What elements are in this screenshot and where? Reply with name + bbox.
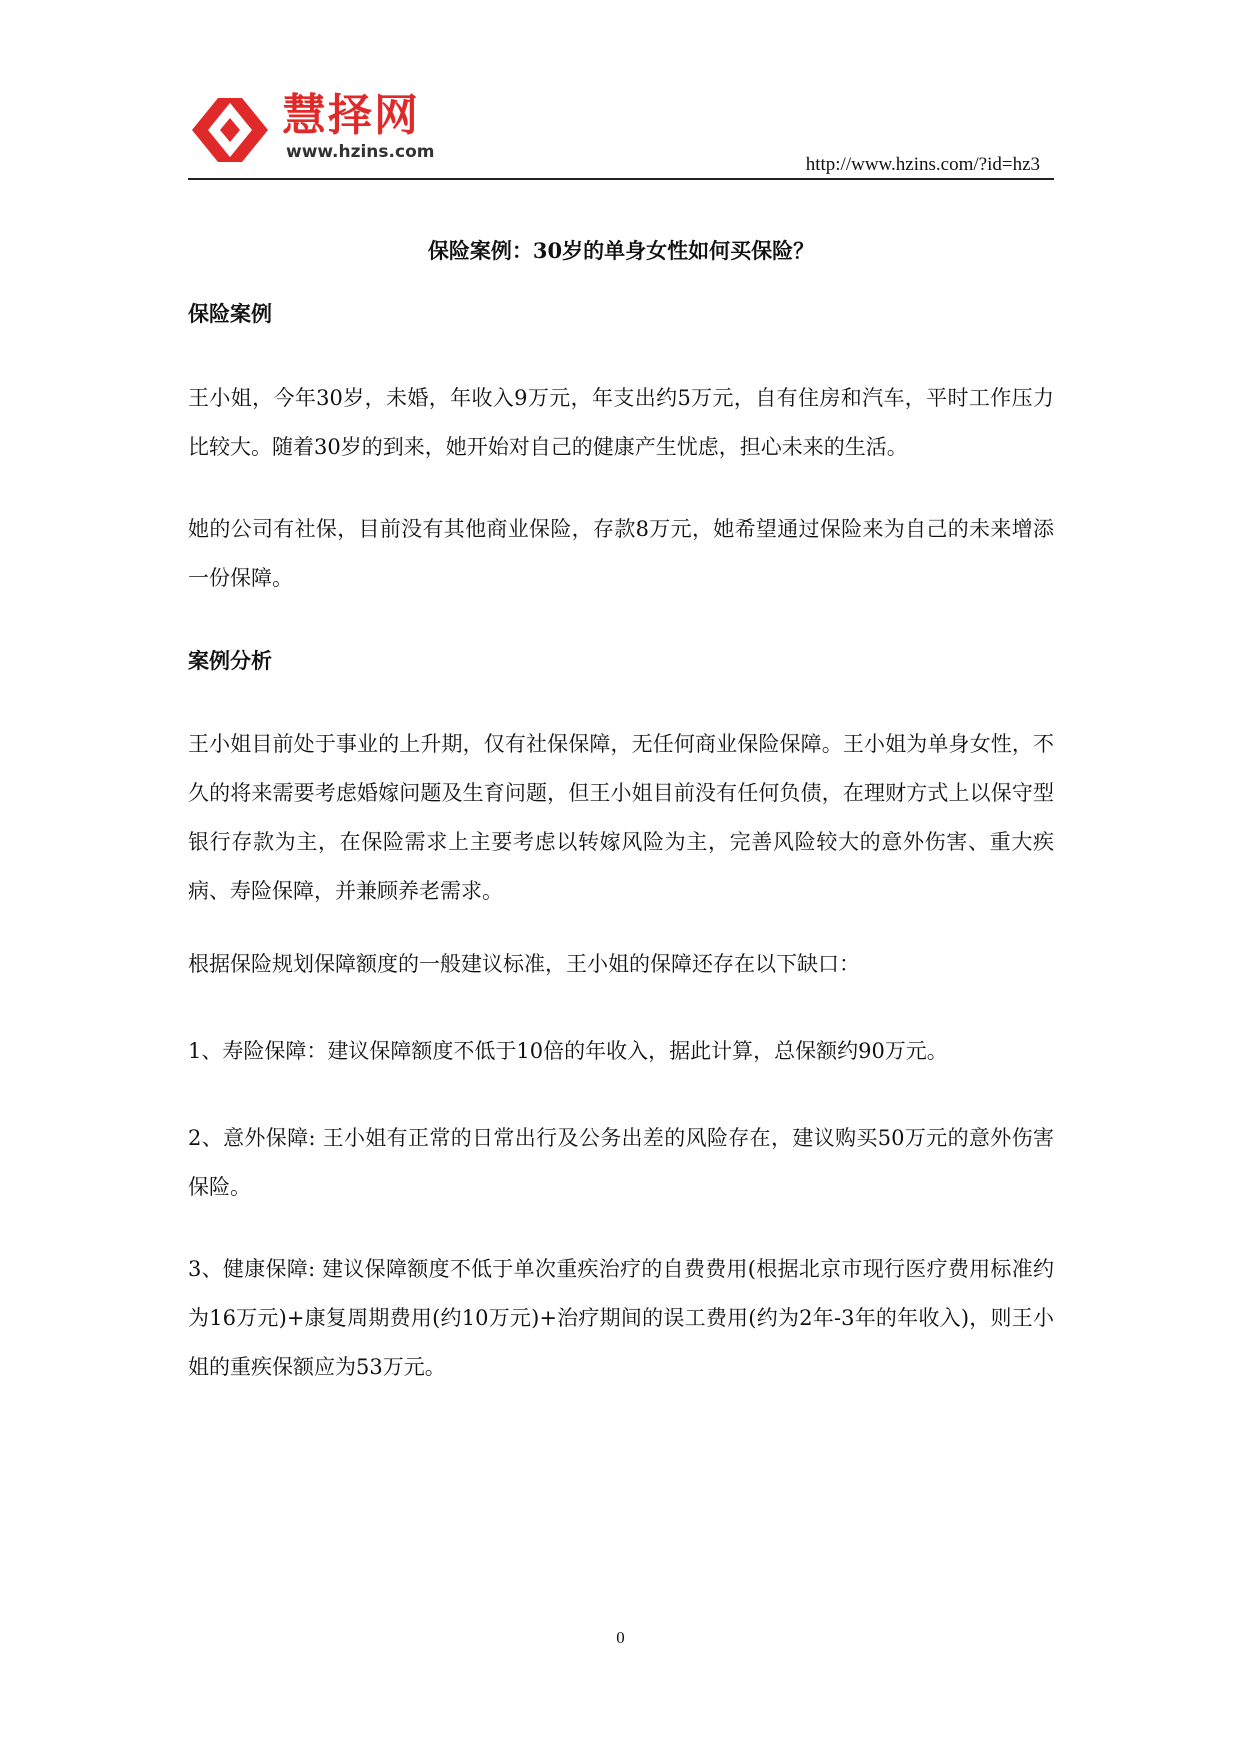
paragraph-health-insurance: 3、健康保障: 建议保障额度不低于单次重疾治疗的自费费用(根据北京市现行医疗费用标准约为16万元)+康复周期费用(约10万元)+治疗期间的误工费用(约为2年-3年的年收入)，则王小姐的重疾保额应为53万元。: [188, 1257, 1054, 1379]
hzins-logo-icon: [188, 96, 272, 164]
section-heading-case: 保险案例: [188, 302, 272, 326]
paragraph-analysis-overview: 王小姐目前处于事业的上升期，仅有社保保障，无任何商业保险保障。王小姐为单身女性，不久的将来需要考虑婚嫁问题及生育问题，但王小姐目前没有任何负债，在理财方式上以保守型银行存款为主，在保险需求上主要考虑以转嫁风险为主，完善风险较大的意外伤害、重大疾病、寿险保障，并兼顾养老需求。: [188, 732, 1054, 903]
section-heading-analysis: 案例分析: [188, 649, 272, 673]
header-url[interactable]: http://www.hzins.com/?id=hz3: [805, 154, 1040, 175]
paragraph-case-status: 她的公司有社保，目前没有其他商业保险，存款8万元，她希望通过保险来为自己的未来增添一份保障。: [188, 517, 1054, 590]
paragraph-accident-insurance: 2、意外保障: 王小姐有正常的日常出行及公务出差的风险存在，建议购买50万元的意外伤害保险。: [188, 1126, 1054, 1199]
paragraph-case-intro: 王小姐，今年30岁，未婚，年收入9万元，年支出约5万元，自有住房和汽车，平时工作压力比较大。随着30岁的到来，她开始对自己的健康产生忧虑，担心未来的生活。: [188, 386, 1054, 459]
document-title: 保险案例：30岁的单身女性如何买保险？: [427, 238, 815, 263]
paragraph-analysis-gap: 根据保险规划保障额度的一般建议标准，王小姐的保障还存在以下缺口：: [188, 952, 860, 976]
paragraph-life-insurance: 1、寿险保障：建议保障额度不低于10倍的年收入，据此计算，总保额约90万元。: [188, 1039, 948, 1063]
page-number: 0: [616, 1628, 625, 1647]
logo-chinese-text: 慧择网: [282, 90, 420, 141]
page-header: [188, 92, 1054, 180]
logo-domain-text: www.hzins.com: [286, 142, 435, 162]
brand-logo: [188, 92, 448, 170]
